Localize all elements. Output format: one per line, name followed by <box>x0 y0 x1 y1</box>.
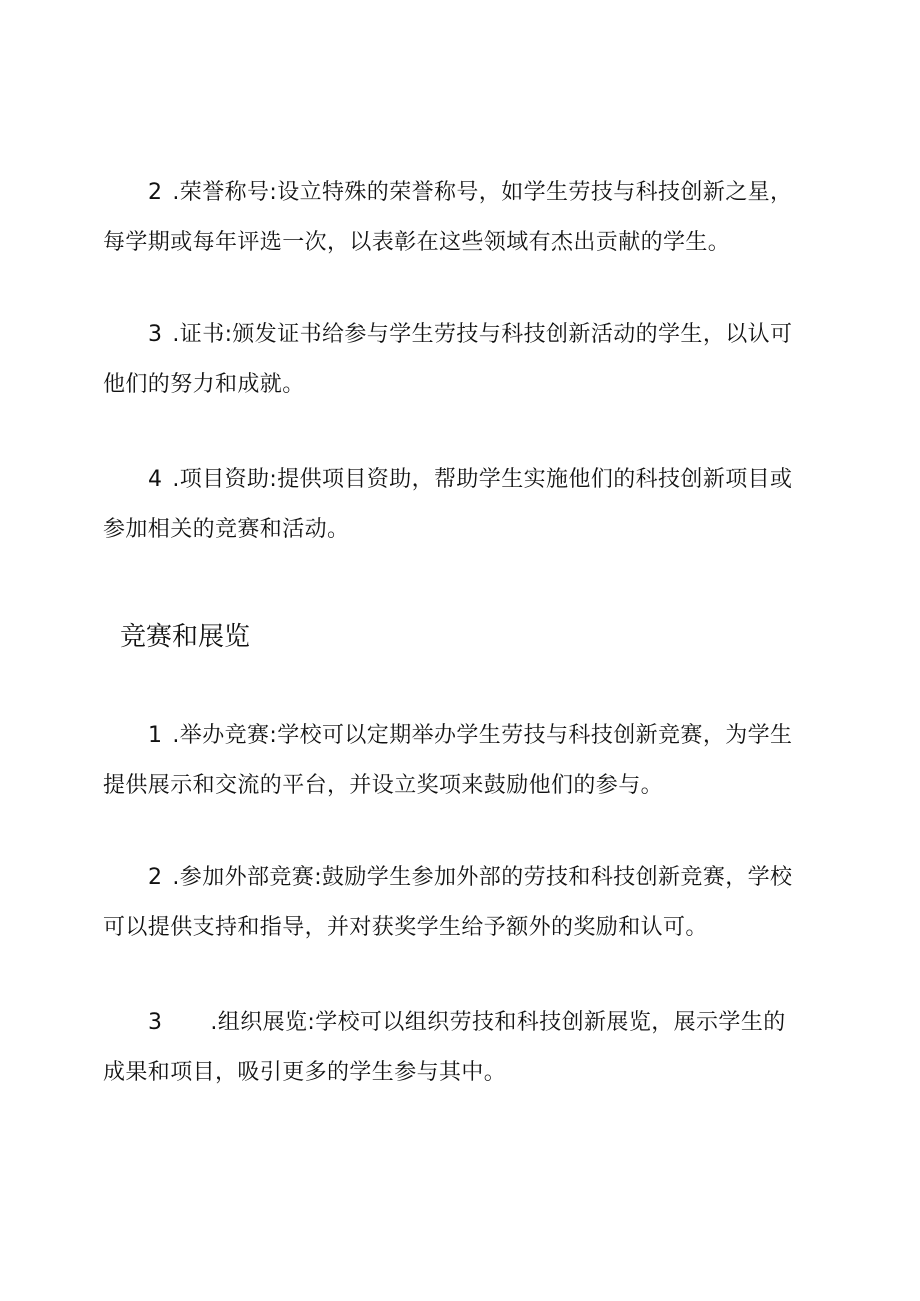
list-number: 1 <box>148 723 163 748</box>
paragraph-line <box>103 711 833 761</box>
list-number: 3 <box>148 1010 163 1035</box>
paragraph-line: 他们的努力和成就。 <box>103 372 305 397</box>
paragraph-line <box>103 853 833 903</box>
paragraph-line: 成果和项目，吸引更多的学生参与其中。 <box>103 1060 507 1085</box>
list-text: .证书:颁发证书给参与学生劳技与科技创新活动的学生，以认可 <box>172 322 793 347</box>
list-number: 4 <box>148 467 163 492</box>
paragraph-exhibition <box>103 998 833 1098</box>
paragraph-line <box>103 998 833 1048</box>
paragraph-line <box>103 455 833 505</box>
paragraph-project-funding <box>103 455 833 555</box>
list-text: .举办竞赛:学校可以定期举办学生劳技与科技创新竞赛，为学生 <box>172 723 793 748</box>
list-number: 2 <box>148 865 163 890</box>
paragraph-host-competition <box>103 711 833 811</box>
paragraph-line: 提供展示和交流的平台，并设立奖项来鼓励他们的参与。 <box>103 773 664 798</box>
list-text: .荣誉称号:设立特殊的荣誉称号，如学生劳技与科技创新之星， <box>172 180 793 205</box>
paragraph-line <box>103 168 833 218</box>
paragraph-certificate <box>103 310 833 410</box>
paragraph-honor-title <box>103 168 833 268</box>
list-number: 2 <box>148 180 163 205</box>
paragraph-line: 参加相关的竞赛和活动。 <box>103 517 350 542</box>
paragraph-external-competition <box>103 853 833 953</box>
list-text: .参加外部竞赛:鼓励学生参加外部的劳技和科技创新竞赛，学校 <box>172 865 793 890</box>
list-text: .组织展览:学校可以组织劳技和科技创新展览，展示学生的 <box>210 1010 786 1035</box>
paragraph-line: 每学期或每年评选一次，以表彰在这些领域有杰出贡献的学生。 <box>103 230 731 255</box>
paragraph-line: 可以提供支持和指导，并对获奖学生给予额外的奖励和认可。 <box>103 915 708 940</box>
section-heading: 竞赛和展览 <box>120 622 251 652</box>
list-text: .项目资助:提供项目资助，帮助学生实施他们的科技创新项目或 <box>172 467 793 492</box>
paragraph-line <box>103 310 833 360</box>
list-number: 3 <box>148 322 163 347</box>
